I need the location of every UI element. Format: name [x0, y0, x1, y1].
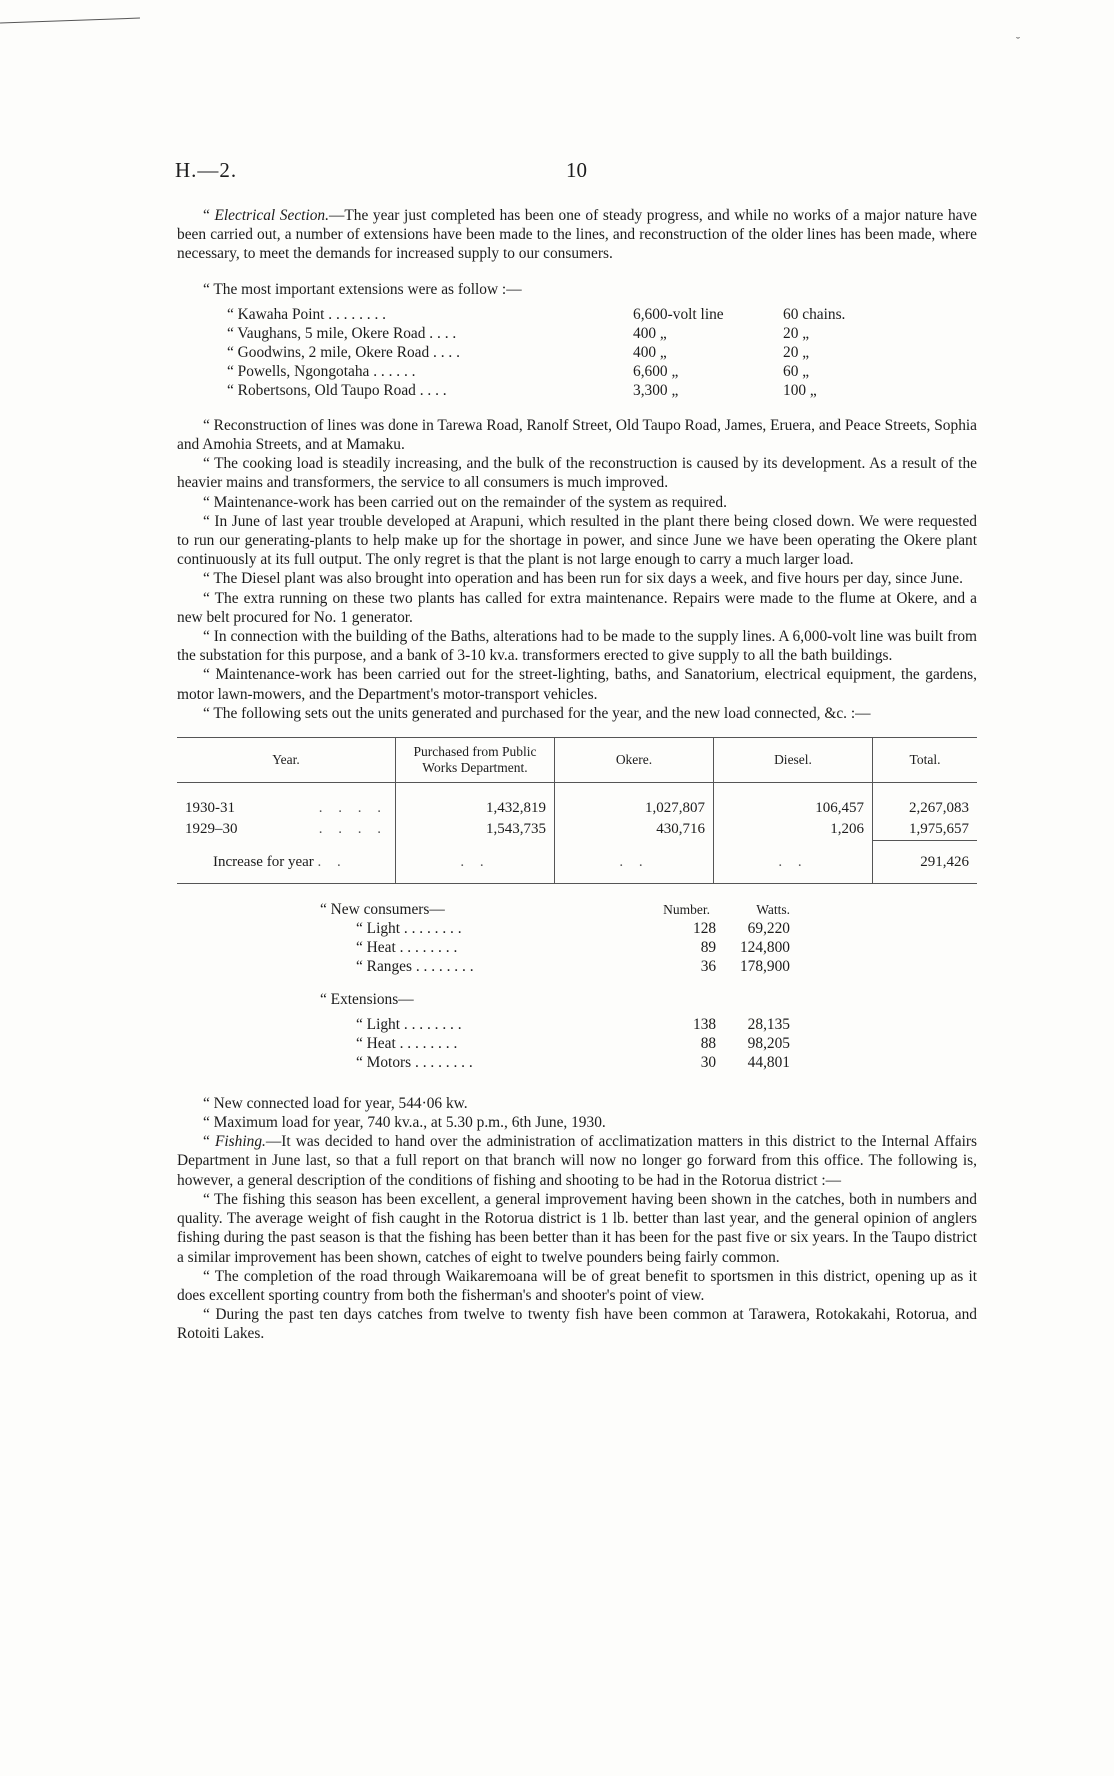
scan-mark: ˘ — [1016, 34, 1020, 48]
paragraph-maintenance: “ Maintenance-work has been carried out on the remainder of the system as required. — [203, 493, 727, 511]
cell-diesel: 106,457 — [714, 783, 873, 820]
paragraph-fishing-season: “ The fishing this season has been excellent, a general improvement having been shown in the catches, both in numbers and quality. The average weight of fish caught in the Rotorua district is 1 lb. better than last year, and the general opinion of anglers fishing during the past season is that the fishing has been better than it has been for the past five or six years. In the Taupo district a similar improvement has been shown, catches of eight to twelve pounders being fairly common. — [177, 1190, 977, 1266]
paragraph-cooking-load: “ The cooking load is steadily increasing, and the bulk of the reconstruction is caused by its development. As a result of the heavier mains and transformers, the service to all consumers is much improved. — [177, 455, 977, 492]
list-item: “ Motors . . . . . . . . 30 44,801 — [356, 1053, 790, 1071]
paragraph-new-load: “ New connected load for year, 544·06 kw. — [203, 1094, 468, 1112]
page-body — [177, 206, 977, 1344]
cell-year: 1930-31 — [185, 800, 235, 817]
paragraph-reconstruction: “ Reconstruction of lines was done in Tarewa Road, Ranolf Street, Old Taupo Road, James, Eruera, and Peace Streets, Sophia and Amohia Streets, and at Mamaku. — [177, 416, 977, 454]
list-item: “ Light . . . . . . . . 138 28,135 — [356, 1015, 790, 1033]
cell-year: 1929–30 — [185, 821, 238, 838]
cell-total: 1,975,657 — [909, 821, 969, 838]
paragraph-waikaremoana: “ The completion of the road through Waikaremoana will be of great benefit to sportsmen in this district, opening up as it does excellent sporting country from both the fisherman's and shooter's point of view. — [177, 1267, 977, 1304]
list-item: “ Kawaha Point . . . . . . . . 6,600-volt line 60 chains. — [227, 305, 846, 323]
paragraph-table-intro: “ The following sets out the units generated and purchased for the year, and the new load connected, &c. :— — [203, 704, 871, 722]
list-item: “ Powells, Ngongotaha . . . . . . 6,600 „ 60 „ — [227, 362, 810, 380]
col-purchased: Purchased from Public Works Department. — [396, 738, 555, 783]
col-year: Year. — [177, 738, 396, 783]
paragraph-street-lighting: “ Maintenance-work has been carried out for the street-lighting, baths, and Sanatorium, electrical equipment, the gardens, motor lawn-mowers, and the Department's motor-transport vehicles. — [177, 666, 977, 703]
cell-purchased: 1,432,819 — [396, 783, 555, 820]
col-diesel: Diesel. — [714, 738, 873, 783]
list-item: “ Robertsons, Old Taupo Road . . . . 3,300 „ 100 „ — [227, 381, 817, 399]
scan-edge-line — [0, 18, 140, 24]
table-row: 1930-31 . . . . 1,432,819 1,027,807 106,457 2,267,083 — [177, 783, 977, 820]
paragraph-fishing: “ Fishing.—It was decided to hand over the administration of acclimatization matters in this district to the Internal Affairs Department in June last, so that a full report on that branch will now no longer go forward from this office. The following is, however, a general description of the conditions of fishing and shooting to be had in the Rotorua district :— — [177, 1133, 977, 1189]
new-consumers-title: “ New consumers— — [320, 900, 445, 918]
extensions-title: “ Extensions— — [320, 990, 414, 1008]
cell-purchased: 1,543,735 — [396, 819, 555, 841]
paragraph-catches: “ During the past ten days catches from twelve to twenty fish have been common at Tarawera, Rotokakahi, Rotorua, and Rotoiti Lakes. — [177, 1306, 977, 1343]
list-item: “ Vaughans, 5 mile, Okere Road . . . . 400 „ 20 „ — [227, 324, 810, 342]
col-watts: Watts. — [756, 901, 790, 917]
page-number: 10 — [566, 158, 587, 182]
col-okere: Okere. — [555, 738, 714, 783]
paragraph-maximum-load: “ Maximum load for year, 740 kv.a., at 5.30 p.m., 6th June, 1930. — [203, 1114, 606, 1132]
paragraph-extensions-intro: “ The most important extensions were as follow :— — [203, 280, 522, 298]
list-item: “ Light . . . . . . . . 128 69,220 — [356, 919, 790, 937]
table-row-increase: Increase for year . . . . . . . . 291,426 — [177, 841, 977, 883]
units-table — [177, 737, 977, 884]
list-item: “ Goodwins, 2 mile, Okere Road . . . . 400 „ 20 „ — [227, 343, 810, 361]
cell-okere: 1,027,807 — [555, 783, 714, 820]
paragraph-diesel: “ The Diesel plant was also brought into operation and has been run for six days a week, and five hours per day, since June. — [203, 570, 963, 588]
list-item: “ Ranges . . . . . . . . 36 178,900 — [356, 957, 790, 975]
section-heading-electrical: Electrical Section. — [214, 207, 329, 224]
col-total: Total. — [873, 738, 978, 783]
col-number: Number. — [663, 901, 710, 917]
paragraph-electrical-section: “ Electrical Section.—The year just completed has been one of steady progress, and while no works of a major nature have been carried out, a number of extensions have been made to the lines, and reconstruction of the older lines has been made, where necessary, to meet the demands for increased supply to our consumers. — [177, 207, 978, 263]
section-heading-fishing: Fishing. — [214, 1133, 266, 1151]
cell-diesel: 1,206 — [714, 819, 873, 841]
table-row: 1929–30 . . . . 1,543,735 430,716 1,206 1,975,657 — [177, 819, 977, 841]
increase-total: 291,426 — [873, 841, 978, 883]
list-item: “ Heat . . . . . . . . 88 98,205 — [356, 1034, 790, 1052]
document-reference: H.—2. — [175, 158, 238, 182]
consumers-section — [320, 900, 790, 1072]
cell-okere: 430,716 — [555, 819, 714, 841]
paragraph-arapuni: “ In June of last year trouble developed at Arapuni, which resulted in the plant there being closed down. We were requested to run our generating-plants to help make up for the shortage in power, and since June we have been operating the Okere plant continuously at its full output. The only regret is that the plant is not large enough to carry a much larger load. — [177, 512, 977, 569]
increase-label: Increase for year — [213, 853, 314, 870]
extensions-list — [177, 305, 977, 400]
table-header-row — [177, 738, 977, 783]
paragraph-extra-running: “ The extra running on these two plants has called for extra maintenance. Repairs were made to the flume at Okere, and a new belt procured for No. 1 generator. — [177, 589, 977, 626]
list-item: “ Heat . . . . . . . . 89 124,800 — [356, 938, 790, 956]
paragraph-baths: “ In connection with the building of the Baths, alterations had to be made to the supply lines. A 6,000-volt line was built from the substation for this purpose, and a bank of 3-10 kv.a. transformers erected to give supply to all the bath buildings. — [177, 628, 977, 665]
cell-total: 2,267,083 — [909, 800, 969, 817]
